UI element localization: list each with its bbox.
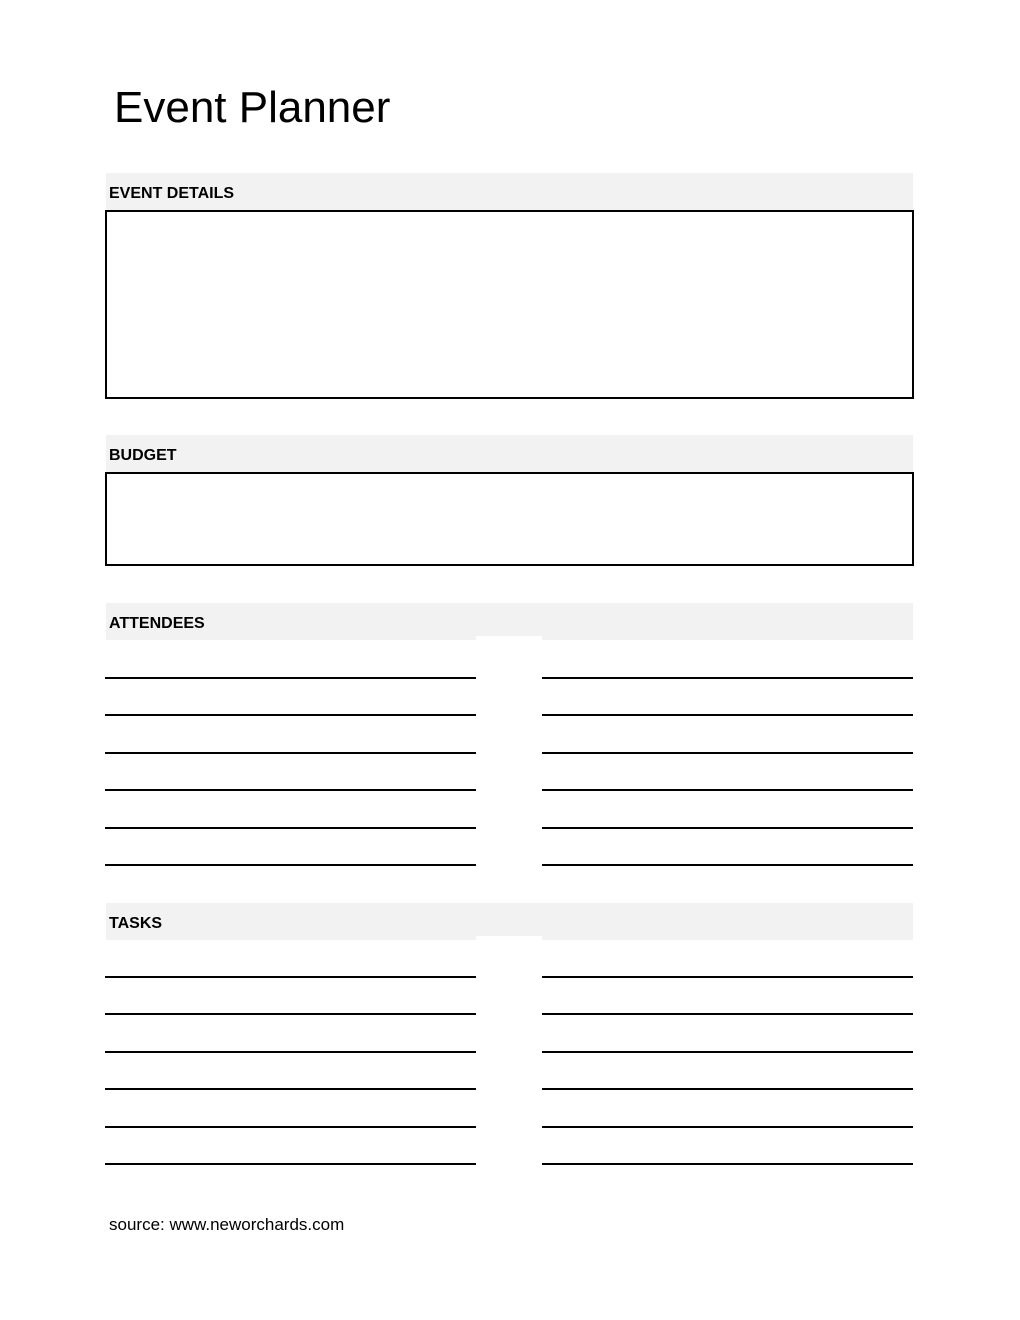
tasks-label: TASKS xyxy=(109,915,163,932)
event-details-label: EVENT DETAILS xyxy=(109,185,235,202)
page-title: Event Planner xyxy=(114,83,391,132)
budget-label: BUDGET xyxy=(109,447,177,464)
attendees-label: ATTENDEES xyxy=(109,615,205,632)
footer-source: source: www.neworchards.com xyxy=(109,1215,345,1234)
